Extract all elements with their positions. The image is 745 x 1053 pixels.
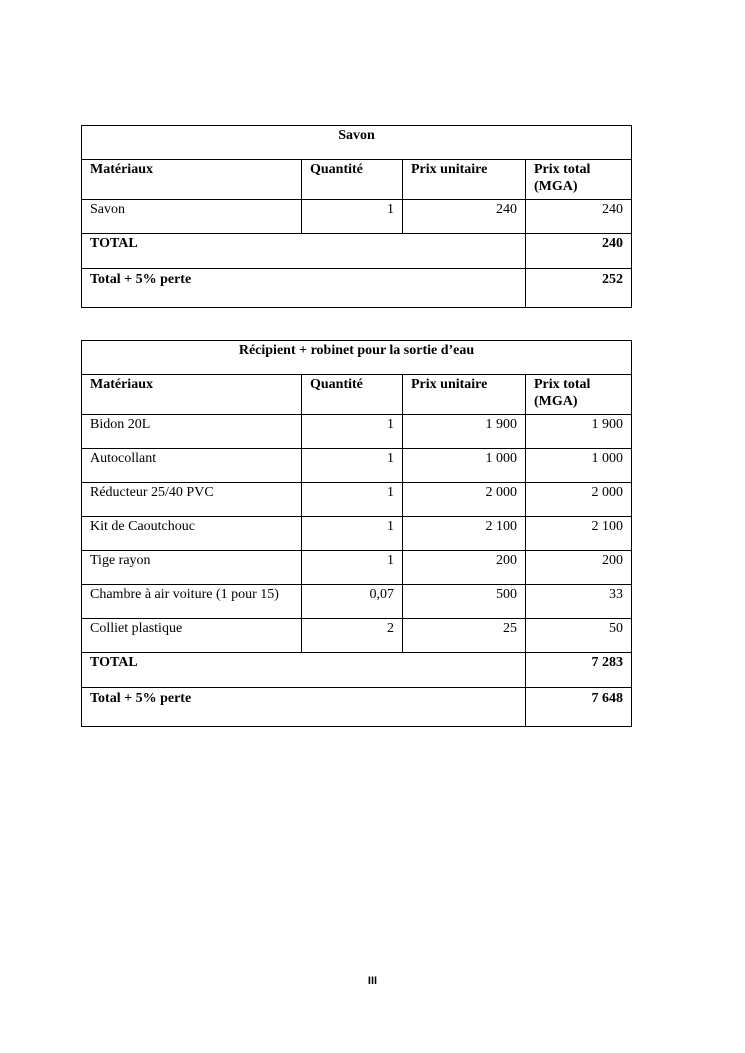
loss-label: Total + 5% perte <box>82 269 526 308</box>
cell-unit-price: 2 100 <box>403 517 526 551</box>
cell-total-price: 2 000 <box>526 483 632 517</box>
loss-value: 252 <box>526 269 632 308</box>
cell-unit-price: 25 <box>403 619 526 653</box>
page-number: III <box>367 975 378 987</box>
cell-total-price: 240 <box>526 200 632 234</box>
total-label: TOTAL <box>82 653 526 688</box>
cell-unit-price: 1 000 <box>403 449 526 483</box>
cell-unit-price: 500 <box>403 585 526 619</box>
cell-qty: 1 <box>302 551 403 585</box>
loss-label: Total + 5% perte <box>82 688 526 727</box>
header-total-price: Prix total (MGA) <box>526 160 632 200</box>
cell-item: Autocollant <box>82 449 302 483</box>
header-quantity: Quantité <box>302 160 403 200</box>
cell-total-price: 200 <box>526 551 632 585</box>
cell-unit-price: 2 000 <box>403 483 526 517</box>
savon-table <box>81 125 632 308</box>
header-unit-price: Prix unitaire <box>403 160 526 200</box>
total-label: TOTAL <box>82 234 526 269</box>
cell-qty: 2 <box>302 619 403 653</box>
cell-qty: 1 <box>302 449 403 483</box>
table-row <box>82 449 632 483</box>
cell-item: Kit de Caoutchouc <box>82 517 302 551</box>
table-row <box>82 551 632 585</box>
recipient-table <box>81 340 632 727</box>
header-total-price: Prix total (MGA) <box>526 375 632 415</box>
cell-item: Réducteur 25/40 PVC <box>82 483 302 517</box>
cell-unit-price: 1 900 <box>403 415 526 449</box>
cell-item: Bidon 20L <box>82 415 302 449</box>
table-row <box>82 200 632 234</box>
cell-qty: 1 <box>302 415 403 449</box>
cell-total-price: 33 <box>526 585 632 619</box>
header-materials: Matériaux <box>82 160 302 200</box>
cell-total-price: 1 000 <box>526 449 632 483</box>
cell-qty: 1 <box>302 483 403 517</box>
cell-unit-price: 240 <box>403 200 526 234</box>
cell-qty: 1 <box>302 517 403 551</box>
cell-total-price: 1 900 <box>526 415 632 449</box>
table-row <box>82 415 632 449</box>
cell-item: Chambre à air voiture (1 pour 15) <box>82 585 302 619</box>
loss-value: 7 648 <box>526 688 632 727</box>
table-row <box>82 517 632 551</box>
table-row <box>82 585 632 619</box>
table-title: Récipient + robinet pour la sortie d’eau <box>82 341 632 375</box>
cell-item: Tige rayon <box>82 551 302 585</box>
table-row <box>82 619 632 653</box>
header-unit-price: Prix unitaire <box>403 375 526 415</box>
cell-total-price: 2 100 <box>526 517 632 551</box>
cell-item: Savon <box>82 200 302 234</box>
header-quantity: Quantité <box>302 375 403 415</box>
cell-total-price: 50 <box>526 619 632 653</box>
total-value: 7 283 <box>526 653 632 688</box>
cell-qty: 0,07 <box>302 585 403 619</box>
cell-item: Colliet plastique <box>82 619 302 653</box>
table-row <box>82 483 632 517</box>
table-title: Savon <box>82 126 632 160</box>
total-value: 240 <box>526 234 632 269</box>
cell-unit-price: 200 <box>403 551 526 585</box>
header-materials: Matériaux <box>82 375 302 415</box>
cell-qty: 1 <box>302 200 403 234</box>
